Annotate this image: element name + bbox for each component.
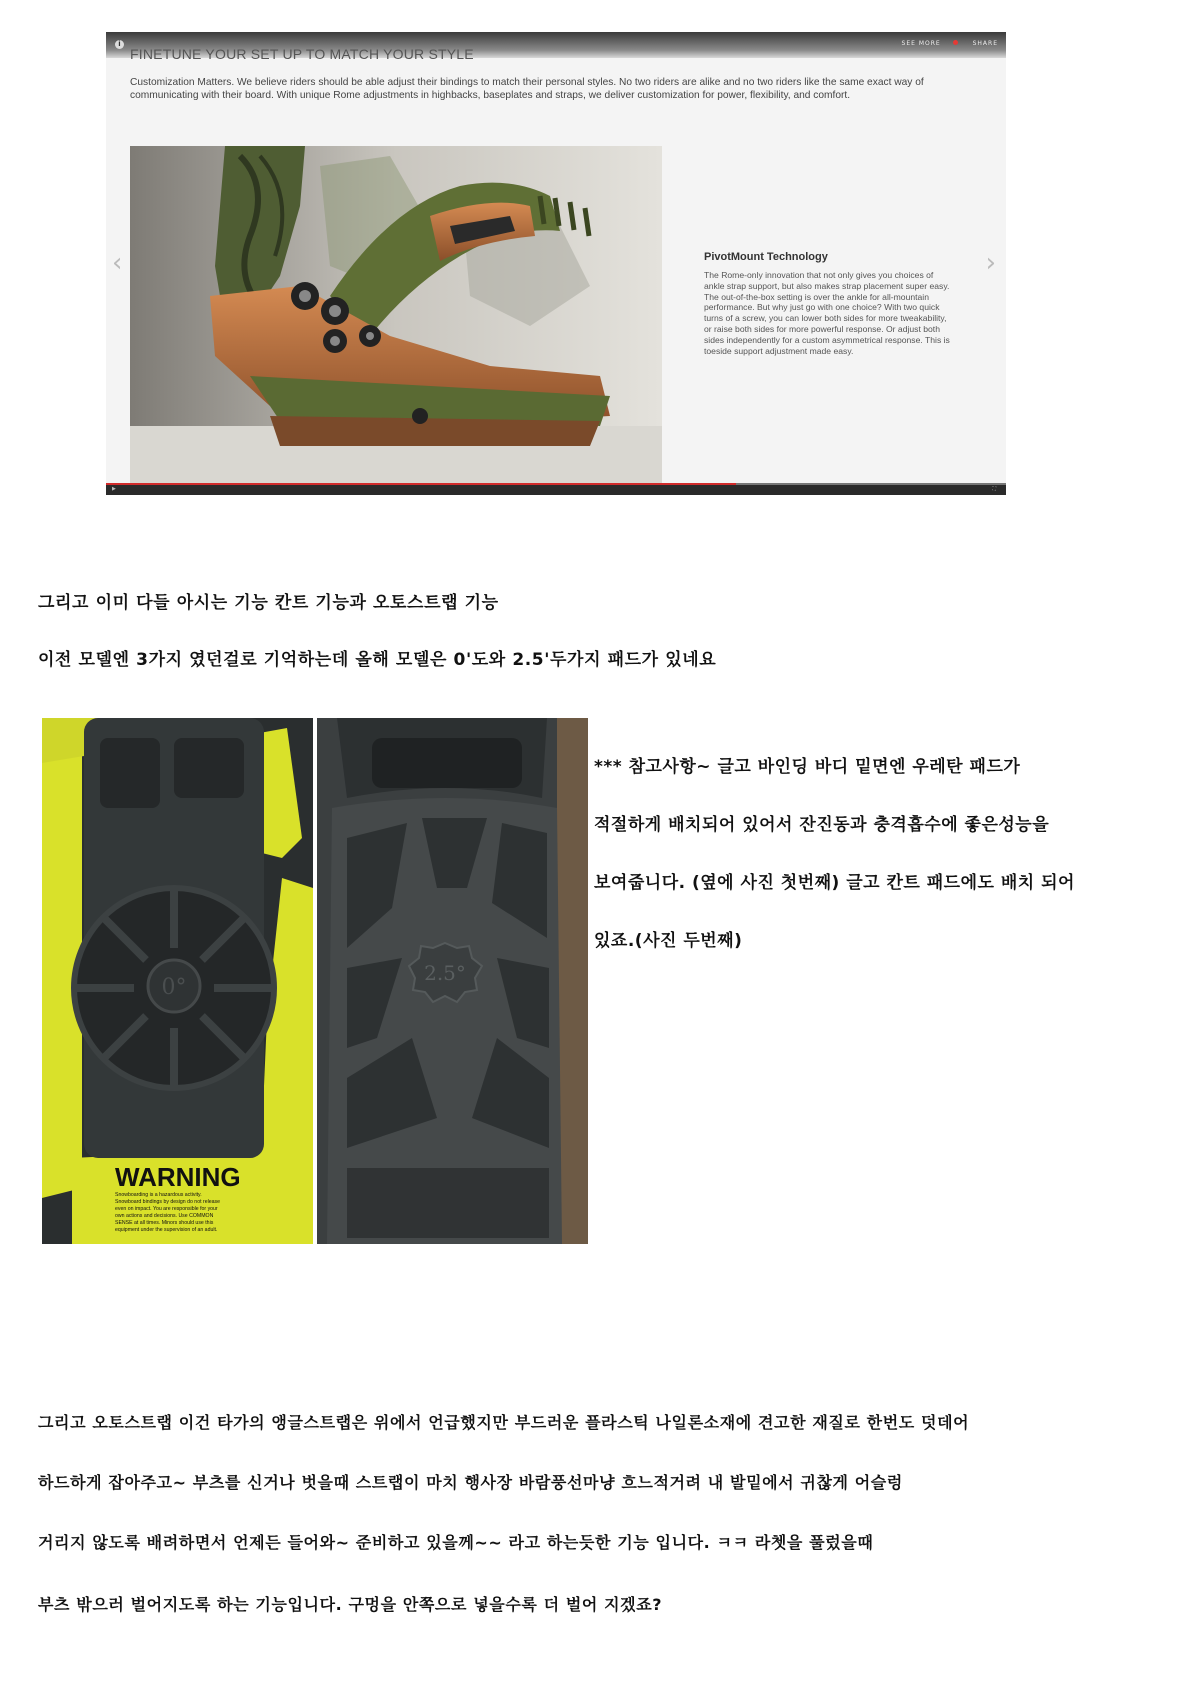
pad2-angle-label: 2.5° [424,961,466,985]
pad1-angle-label: 0° [161,975,187,1000]
article-line-1: 그리고 이미 다들 아시는 기능 칸트 기능과 오토스트랩 기능 [38,593,499,613]
info-icon[interactable]: i [115,40,124,49]
play-icon[interactable]: ▶ [112,486,116,492]
warning-text-6: equipment under the supervision of an adult. [115,1227,218,1233]
bottom-line-4: 부츠 밖으러 벌어지도록 하는 기능입니다. 구멍을 안쪽으로 넣을수록 더 벌어 지겠죠? [38,1595,663,1614]
video-top-actions [890,40,998,47]
share-button[interactable]: SHARE [972,40,998,47]
warning-text-3: even on impact. You are responsible for your [115,1206,218,1212]
bottom-line-3: 거리지 않도록 배려하면서 언제든 들어와~ 준비하고 있을께~~ 라고 하는듯한 기능 입니다. ㅋㅋ 라쳇을 풀렀을때 [38,1533,874,1552]
chevron-right-icon[interactable]: › [985,248,996,278]
chevron-left-icon[interactable]: ‹ [112,248,123,278]
warning-text-5: SENSE at all times. Minors should use this [115,1220,214,1226]
pad-photo-0-degree [42,718,313,1244]
article-line-2: 이전 모델엔 3가지 였던걸로 기억하는데 올해 모델은 0'도와 2.5'두가지 패드가 있네요 [38,650,717,670]
notification-dot-icon [953,40,958,45]
warning-label: WARNING [115,1162,241,1192]
warning-text-1: Snowboarding is a hazardous activity. [115,1192,202,1198]
slide-body: Customization Matters. We believe riders should be able adjust their bindings to match their personal styles. No two riders are alike and no two riders like the same exact way of communicating with their board. With unique Rome adjustments in highbacks, baseplates and straps, we deliver customization for power, flexibility, and comfort. [130,77,924,101]
bottom-line-2: 하드하게 잡아주고~ 부츠를 신거나 벗을때 스트랩이 마치 행사장 바람풍선마냥 흐느적거려 내 발밑에서 귀찮게 어슬렁 [38,1473,903,1492]
video-player[interactable] [106,32,1006,495]
feature-body: The Rome-only innovation that not only gives you choices of ankle strap support, but also makes strap placement super easy. The out-of-the-box setting is over the ankle for all-mountain performance. But why just go with one choice? With two quick turns of a screw, you can lower both sides for more tweakability, or raise both sides for more powerful response. Or adjust both sides independently for a custom asymmetrical response. This is toeside support adjustment made easy. [704,270,950,356]
note-line-4: 있죠.(사진 두번째) [594,931,743,951]
warning-text-4: own actions and decisions. Use COMMON [115,1213,214,1219]
progress-fill [106,483,736,485]
bottom-line-1: 그리고 오토스트랩 이건 타가의 앵글스트랩은 위에서 언급했지만 부드러운 플라스틱 나일론소재에 견고한 재질로 한번도 덧데어 [38,1413,970,1432]
binding-photo [130,146,662,484]
warning-text-2: Snowboard bindings by design do not release [115,1199,220,1205]
feature-title: PivotMount Technology [704,251,828,263]
see-more-button[interactable]: SEE MORE [901,40,941,47]
video-controls[interactable] [106,483,1006,495]
note-line-1: *** 참고사항~ 글고 바인딩 바디 밑면엔 우레탄 패드가 [594,757,1021,777]
fullscreen-icon[interactable]: ⛶ [992,486,996,492]
pad-photo-2-5-degree [317,718,588,1244]
slide-title: FINETUNE YOUR SET UP TO MATCH YOUR STYLE [130,46,474,62]
progress-bar[interactable] [106,483,1006,485]
note-line-2: 적절하게 배치되어 있어서 잔진동과 충격흡수에 좋은성능을 [594,815,1050,835]
note-line-3: 보여줍니다. (옆에 사진 첫번째) 글고 칸트 패드에도 배치 되어 [594,873,1075,893]
